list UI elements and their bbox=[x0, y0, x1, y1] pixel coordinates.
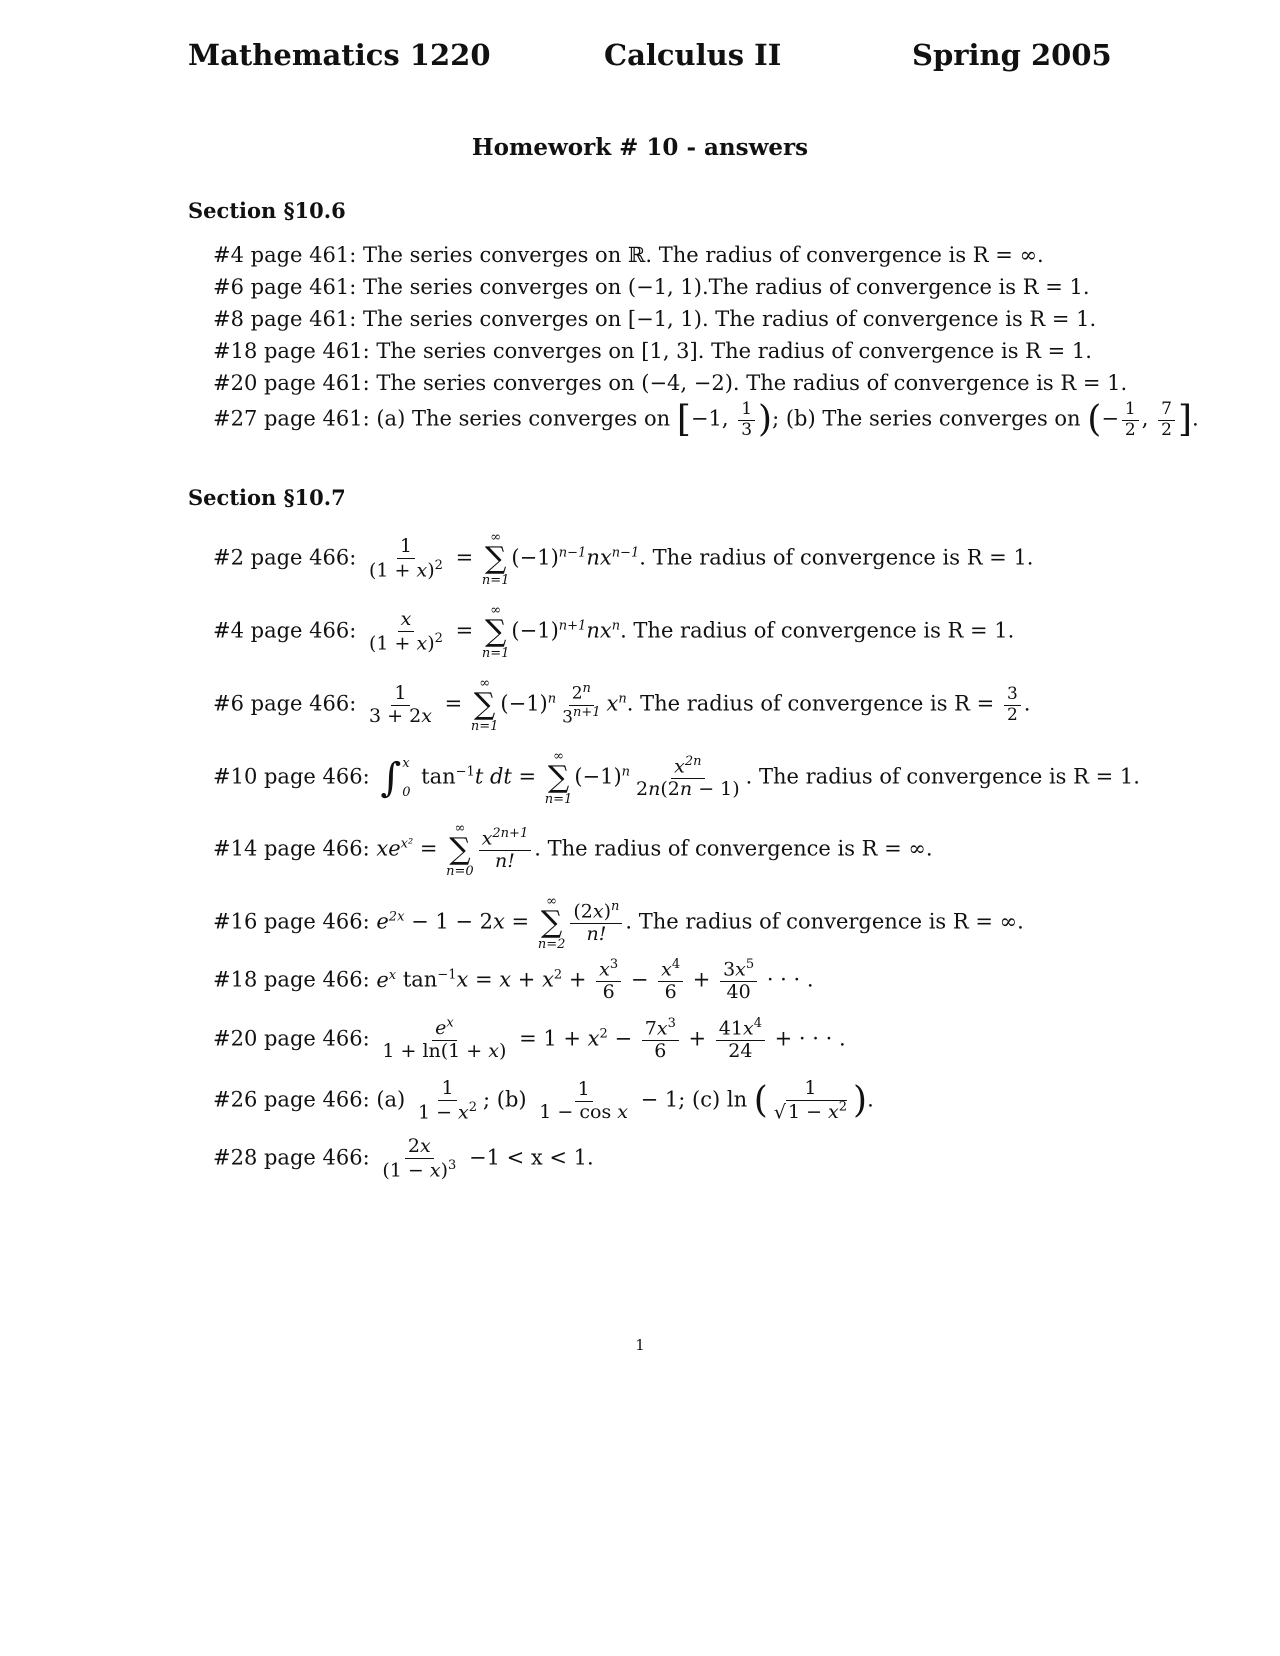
answer-10-7-26: #26 page 466: (a) $\frac{1}{1 - x^2}$ ; (b) $\frac{1}{\text{1 − cos x}}$ − 1; (c) ln ( $\frac{1}{√ 1 - x^2}$ ). bbox=[213, 1077, 874, 1124]
answer-10-7-2: #2 page 466: $\frac{1}{(1 + x)^2}$ = ∞ ∑ n=1 $(-1)^{n-1}nx^{n-1}$. The radius of convergence is R = 1. bbox=[213, 530, 1034, 588]
section-heading-10-6: Section §10.6 bbox=[188, 198, 346, 223]
answer-10-7-18: #18 page 466: $e^x$ $\tan^{-1}x = x + x^2$ + $\frac{x^3}{6}$ − $\frac{x^4}{6}$ + $\frac{3x^5}{40}$ · · · . bbox=[213, 957, 814, 1004]
page-title: Homework # 10 - answers bbox=[471, 134, 809, 161]
course-number: Mathematics 1220 bbox=[188, 38, 491, 72]
answer-10-6-27: #27 page 461: (a) The series converges on [−1, $\frac{1}{3}$ ); (b) The series converges on (− $\frac{1}{2}$ , $\frac{7}{2}$ ]. bbox=[213, 399, 1199, 441]
answer-10-7-20: #20 page 466: $\frac{e^x}{1 + \ln(1 + x)}$ = $1 + x^2$ − $\frac{7x^3}{6}$ + $\frac{41x^4}{24}$ + · · · . bbox=[213, 1016, 846, 1063]
answer-10-7-14: #14 page 466: $xe^{x^2}$ = ∞ ∑ n=0 $\frac{x^{2n+1}}{n!}$ . The radius of convergence is R = ∞. bbox=[213, 821, 933, 879]
section-heading-10-7: Section §10.7 bbox=[188, 485, 346, 510]
answer-10-6-6: #6 page 461: The series converges on (−1, 1).The radius of convergence is R = 1. bbox=[213, 275, 1090, 299]
answer-10-7-6: #6 page 466: $\frac{1}{3 + 2x}$ = ∞ ∑ n=1 $(-1)^n$ $\frac{2^n}{3^{n+1}}$ $x^n$. The radius of convergence is R = $\frac{3}{2}$ . bbox=[213, 676, 1031, 734]
answer-10-7-4: #4 page 466: $\frac{x}{(1 + x)^2}$ = ∞ ∑ n=1 $(-1)^{n+1}nx^n$. The radius of convergence is R = 1. bbox=[213, 603, 1015, 661]
answer-10-6-20: #20 page 461: The series converges on (−4, −2). The radius of convergence is R = 1. bbox=[213, 371, 1128, 395]
answer-10-6-8: #8 page 461: The series converges on [−1, 1). The radius of convergence is R = 1. bbox=[213, 307, 1097, 331]
answer-10-6-4: #4 page 461: The series converges on ℝ. The radius of convergence is R = ∞. bbox=[213, 243, 1044, 267]
answer-10-7-16: #16 page 466: $e^{2x} - 1 - 2x$ = ∞ ∑ n=2 $\frac{(2x)^n}{n!}$ . The radius of convergence is R = ∞. bbox=[213, 894, 1024, 952]
term: Spring 2005 bbox=[912, 38, 1112, 72]
page-number: 1 bbox=[635, 1336, 645, 1354]
answer-10-7-10: #10 page 466: ∫ x 0 $\tan^{-1}t$ dt = ∞ ∑ n=1 $(-1)^n$ $\frac{x^{2n}}{2n(2n - 1)}$ . The radius of convergence is R = 1. bbox=[213, 749, 1140, 807]
course-title: Calculus II bbox=[604, 38, 782, 72]
answer-10-6-18: #18 page 461: The series converges on [1, 3]. The radius of convergence is R = 1. bbox=[213, 339, 1092, 363]
answer-10-7-28: #28 page 466: $\frac{2x}{(1 - x)^3}$ −1 < x < 1. bbox=[213, 1135, 594, 1182]
